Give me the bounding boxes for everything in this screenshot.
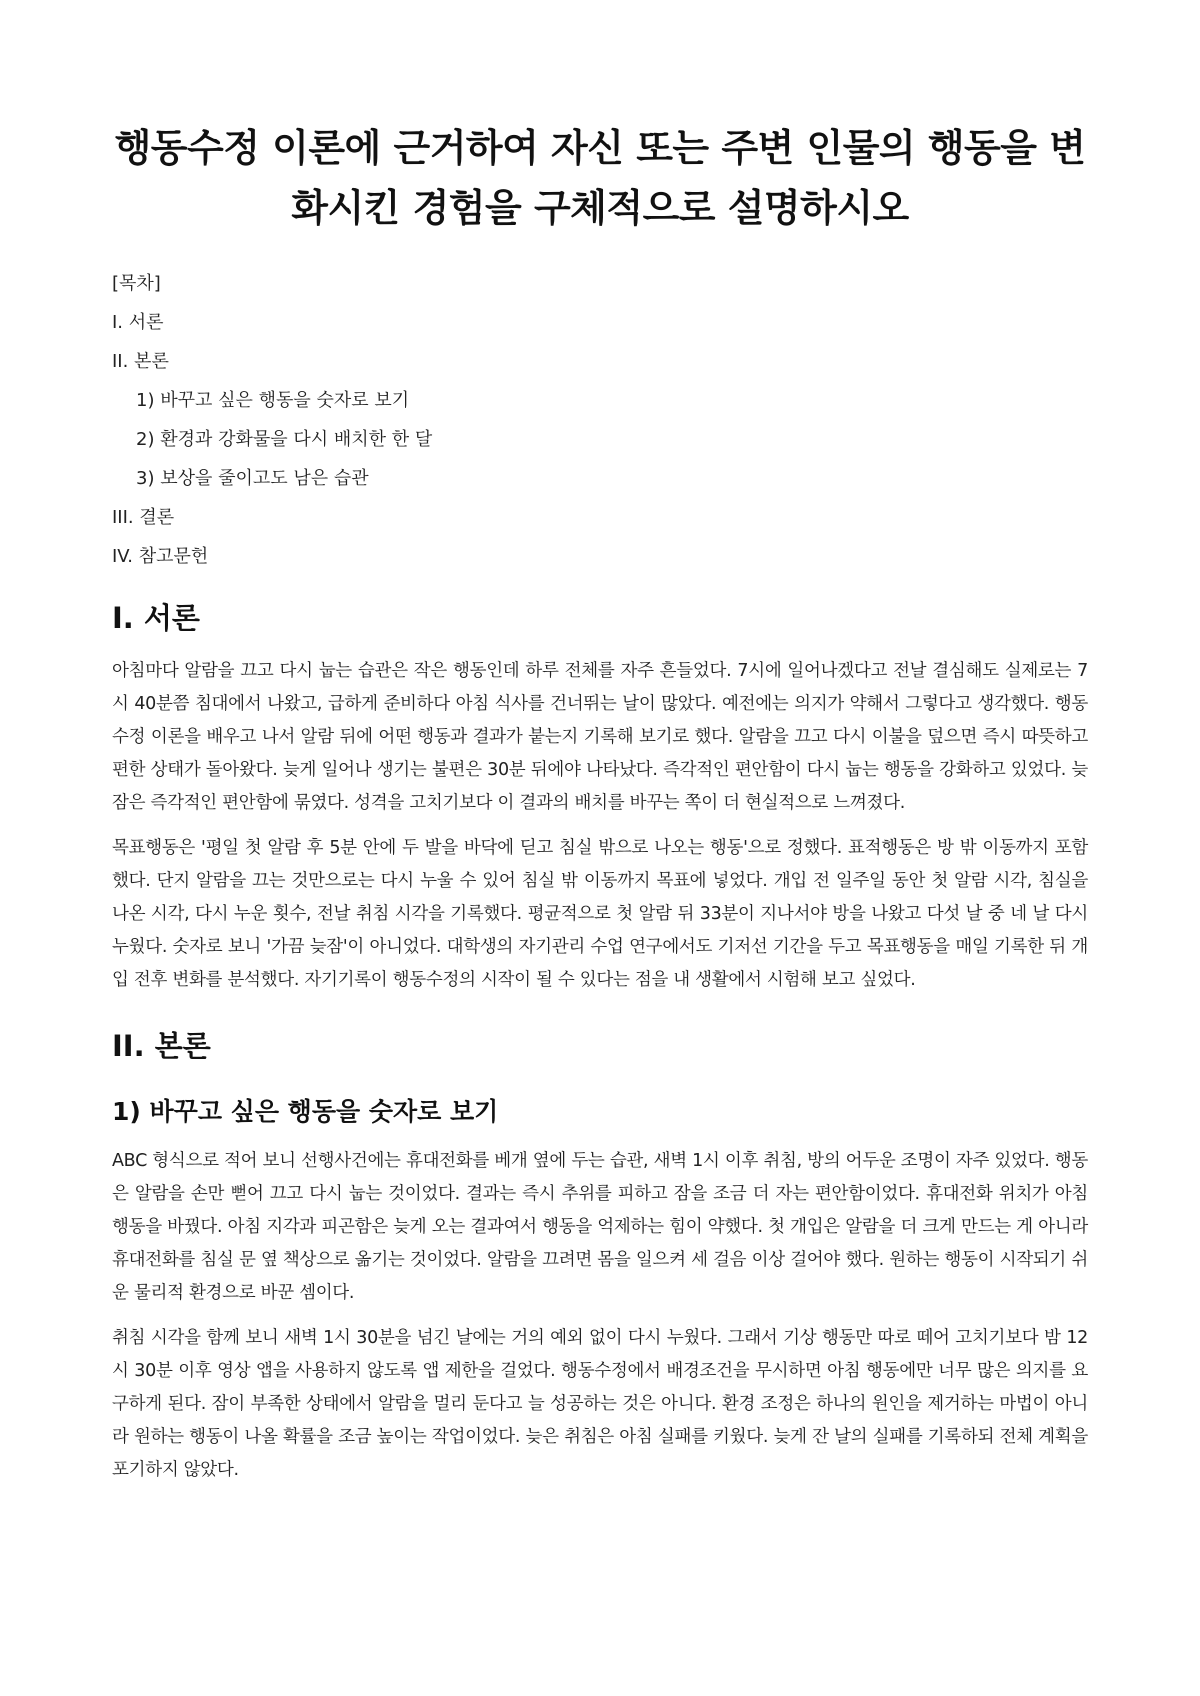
toc-item-body-3: 3) 보상을 줄이고도 남은 습관 xyxy=(136,468,369,489)
table-of-contents xyxy=(112,272,1088,569)
body-paragraph-1: ABC 형식으로 적어 보니 선행사건에는 휴대전화를 베개 옆에 두는 습관, 새벽 1시 이후 취침, 방의 어두운 조명이 자주 있었다. 행동은 알람을 손만 뻗어 끄고 다시 눕는 것이었다. 결과는 즉시 추위를 피하고 잠을 조금 더 자는 편안함이었다. 휴대전화 위치가 아침 행동을 바꿨다. 아침 지각과 피곤함은 늦게 오는 결과여서 행동을 억제하는 힘이 약했다. 첫 개입은 알람을 더 크게 만드는 게 아니라 휴대전화를 침실 문 옆 책상으로 옮기는 것이었다. 알람을 끄려면 몸을 일으켜 세 걸음 이상 걸어야 했다. 원하는 행동이 시작되기 쉬운 물리적 환경으로 바꾼 셈이다. xyxy=(112,1151,1088,1303)
toc-item-body-2: 2) 환경과 강화물을 다시 배치한 한 달 xyxy=(136,429,433,450)
toc-item-body-1: 1) 바꾸고 싶은 행동을 숫자로 보기 xyxy=(136,390,410,411)
section-heading-intro: I. 서론 xyxy=(112,601,200,635)
toc-item-intro: I. 서론 xyxy=(112,312,164,333)
section-heading-body: II. 본론 xyxy=(112,1029,211,1063)
body-paragraph-2: 취침 시각을 함께 보니 새벽 1시 30분을 넘긴 날에는 거의 예외 없이 다시 누웠다. 그래서 기상 행동만 따로 떼어 고치기보다 밤 12시 30분 이후 영상 앱을 사용하지 않도록 앱 제한을 걸었다. 행동수정에서 배경조건을 무시하면 아침 행동에만 너무 많은 의지를 요구하게 된다. 잠이 부족한 상태에서 알람을 멀리 둔다고 늘 성공하는 것은 아니다. 환경 조정은 하나의 원인을 제거하는 마법이 아니라 원하는 행동이 나올 확률을 조금 높이는 작업이었다. 늦은 취침은 아침 실패를 키웠다. 늦게 잔 날의 실패를 기록하되 전체 계획을 포기하지 않았다. xyxy=(112,1328,1088,1480)
intro-paragraph-1: 아침마다 알람을 끄고 다시 눕는 습관은 작은 행동인데 하루 전체를 자주 흔들었다. 7시에 일어나겠다고 전날 결심해도 실제로는 7시 40분쯤 침대에서 나왔고, 급하게 준비하다 아침 식사를 건너뛰는 날이 많았다. 예전에는 의지가 약해서 그렇다고 생각했다. 행동수정 이론을 배우고 나서 알람 뒤에 어떤 행동과 결과가 붙는지 기록해 보기로 했다. 알람을 끄고 다시 이불을 덮으면 즉시 따뜻하고 편한 상태가 돌아왔다. 늦게 일어나 생기는 불편은 30분 뒤에야 나타났다. 즉각적인 편안함이 다시 눕는 행동을 강화하고 있었다. 늦잠은 즉각적인 편안함에 묶였다. 성격을 고치기보다 이 결과의 배치를 바꾸는 쪽이 더 현실적으로 느껴졌다. xyxy=(112,661,1088,813)
subsection-heading-1: 1) 바꾸고 싶은 행동을 숫자로 보기 xyxy=(112,1097,499,1126)
toc-item-conclusion: III. 결론 xyxy=(112,507,175,528)
intro-paragraph-2: 목표행동은 '평일 첫 알람 후 5분 안에 두 발을 바닥에 딛고 침실 밖으로 나오는 행동'으로 정했다. 표적행동은 방 밖 이동까지 포함했다. 단지 알람을 끄는 것만으로는 다시 누울 수 있어 침실 밖 이동까지 목표에 넣었다. 개입 전 일주일 동안 첫 알람 시각, 침실을 나온 시각, 다시 누운 횟수, 전날 취침 시각을 기록했다. 평균적으로 첫 알람 뒤 33분이 지나서야 방을 나왔고 다섯 날 중 네 날 다시 누웠다. 숫자로 보니 '가끔 늦잠'이 아니었다. 대학생의 자기관리 수업 연구에서도 기저선 기간을 두고 목표행동을 매일 기록한 뒤 개입 전후 변화를 분석했다. 자기기록이 행동수정의 시작이 될 수 있다는 점을 내 생활에서 시험해 보고 싶었다. xyxy=(112,838,1088,990)
toc-item-body: II. 본론 xyxy=(112,351,169,372)
toc-heading: [목차] xyxy=(112,273,161,294)
toc-item-references: IV. 참고문헌 xyxy=(112,546,209,567)
document-title: 행동수정 이론에 근거하여 자신 또는 주변 인물의 행동을 변화시킨 경험을 구체적으로 설명하시오 xyxy=(114,126,1086,230)
